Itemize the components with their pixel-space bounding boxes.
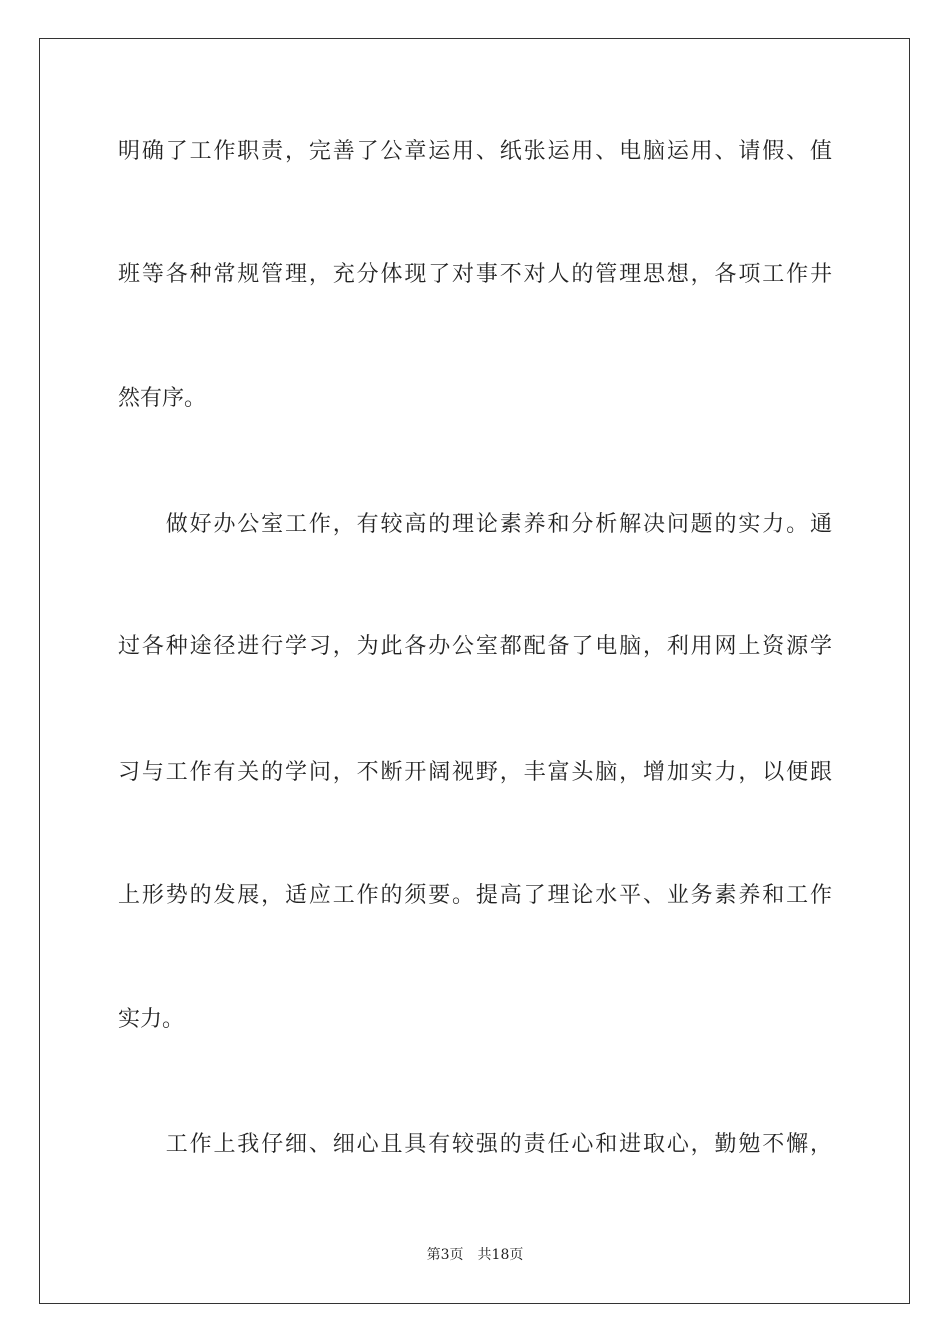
text-line: 做好办公室工作，有较高的理论素养和分析解决问题的实力。通 [118,512,832,537]
text-line: 明确了工作职责，完善了公章运用、纸张运用、电脑运用、请假、值 [118,139,832,164]
text-line: 过各种途径进行学习，为此各办公室都配备了电脑，利用网上资源学 [118,634,832,659]
text-line: 实力。 [118,1007,185,1032]
text-line: 工作上我仔细、细心且具有较强的责任心和进取心，勤勉不懈， [118,1132,832,1157]
page-number-footer: 第3页 共18页 [426,1247,524,1263]
text-line: 然有序。 [118,386,207,411]
text-line: 上形势的发展，适应工作的须要。提高了理论水平、业务素养和工作 [118,883,832,908]
text-line: 习与工作有关的学问，不断开阔视野，丰富头脑，增加实力，以便跟 [118,760,832,785]
page-border [39,38,910,1304]
text-line: 班等各种常规管理，充分体现了对事不对人的管理思想，各项工作井 [118,262,832,287]
